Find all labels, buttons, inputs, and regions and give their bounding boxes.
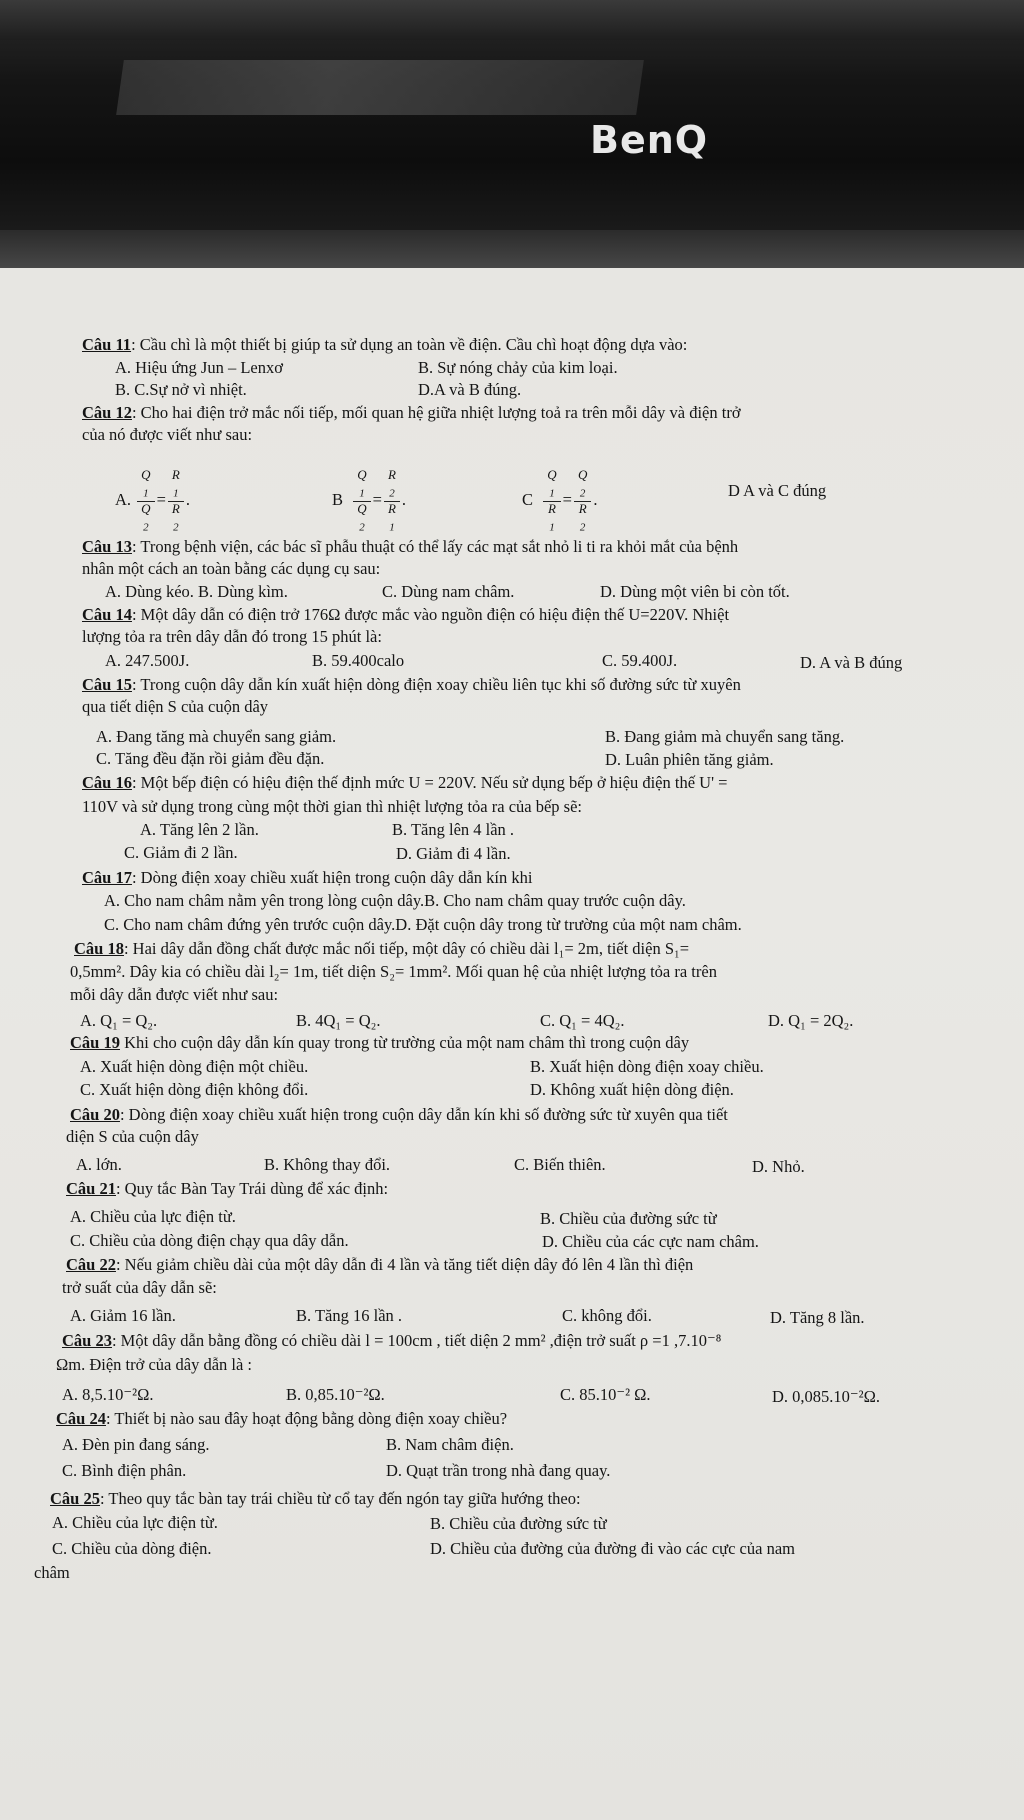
q25-option-d: D. Chiều của đường của đường đi vào các cực của nam <box>430 1539 795 1558</box>
q20-option-b: B. Không thay đổi. <box>264 1155 391 1174</box>
q14-option-c: C. 59.400J. <box>602 651 678 670</box>
q21-option-a: A. Chiều của lực điện từ. <box>70 1207 236 1226</box>
q19-option-a: A. Xuất hiện dòng điện một chiều. <box>80 1057 309 1076</box>
fraction: Q $_2$ R $_2$ <box>574 468 591 534</box>
q19-option-c: C. Xuất hiện dòng điện không đổi. <box>80 1080 309 1099</box>
q12-line-2: của nó được viết như sau: <box>82 425 253 444</box>
q20-option-a: A. lớn. <box>76 1155 122 1174</box>
q13-option-d: D. Dùng một viên bi còn tốt. <box>600 582 790 601</box>
q15-line-2: qua tiết diện S của cuộn dây <box>82 697 269 716</box>
question-14: Câu 14: Một dây dẫn có điện trở 176Ω được mắc vào nguồn điện có hiệu điện thế U=220V. Nhiệt <box>82 605 730 624</box>
q15-option-b: B. Đang giảm mà chuyển sang tăng. <box>605 727 845 746</box>
q16-line-2: 110V và sử dụng trong cùng một thời gian thì nhiệt lượng tỏa ra của bếp sẽ: <box>82 797 583 816</box>
q21-option-b: B. Chiều của đường sức từ <box>540 1209 717 1228</box>
q17-option-cd: C. Cho nam châm đứng yên trước cuộn dây.D. Đặt cuộn dây trong từ trường của một nam châm. <box>104 915 742 934</box>
exam-content <box>0 268 1024 1820</box>
question-23: Câu 23: Một dây dẫn bằng đồng có chiều dài l = 100cm , tiết diện 2 mm² ,điện trở suất ρ =1 ,7.10⁻⁸ <box>62 1331 722 1350</box>
q14-option-b: B. 59.400calo <box>312 651 405 670</box>
q22-option-b: B. Tăng 16 lần . <box>296 1306 403 1325</box>
q22-option-c: C. không đổi. <box>562 1306 652 1325</box>
q23-line-2: Ωm. Điện trở của dây dẫn là : <box>56 1355 253 1374</box>
q18-option-d: D. Q₁ = 2Q₂. <box>768 1011 854 1030</box>
q12-option-c: C Q $_1$ R $_1$ = Q $_2$ R $_2$ . <box>522 467 598 534</box>
q12-option-a: A. Q $_1$ Q $_2$ = R $_1$ R $_2$ . <box>115 467 190 534</box>
q18-option-b: B. 4Q₁ = Q₂. <box>296 1011 381 1030</box>
q20-option-c: C. Biến thiên. <box>514 1155 606 1174</box>
q16-option-b: B. Tăng lên 4 lần . <box>392 820 515 839</box>
q21-option-c: C. Chiều của dòng điện chạy qua dây dẫn. <box>70 1231 349 1250</box>
q11-option-a: A. Hiệu ứng Jun – Lenxơ <box>115 358 283 377</box>
q25-option-d-continued: châm <box>34 1563 70 1582</box>
q19-option-b: B. Xuất hiện dòng điện xoay chiều. <box>530 1057 764 1076</box>
q19-option-d: D. Không xuất hiện dòng điện. <box>530 1080 734 1099</box>
q12-option-d: D A và C đúng <box>728 481 827 500</box>
question-18: Câu 18: Hai dây dẫn đồng chất được mắc nối tiếp, một dây có chiều dài l₁= 2m, tiết diện S₁= <box>74 939 690 958</box>
q15-option-d: D. Luân phiên tăng giảm. <box>605 750 774 769</box>
question-22: Câu 22: Nếu giảm chiều dài của một dây dẫn đi 4 lần và tăng tiết diện dây đó lên 4 lần thì điện <box>66 1255 694 1274</box>
q14-option-a: A. 247.500J. <box>105 651 190 670</box>
question-15: Câu 15: Trong cuộn dây dẫn kín xuất hiện dòng điện xoay chiều liên tục khi số đường sức từ xuyên <box>82 675 741 694</box>
monitor-bezel <box>0 0 1024 40</box>
q13-line-2: nhân một cách an toàn bằng các dụng cụ sau: <box>82 559 381 578</box>
question-17: Câu 17: Dòng điện xoay chiều xuất hiện trong cuộn dây dẫn kín khi <box>82 868 533 887</box>
q23-option-d: D. 0,085.10⁻²Ω. <box>772 1387 880 1406</box>
q24-option-a: A. Đèn pin đang sáng. <box>62 1435 210 1454</box>
q25-option-b: B. Chiều của đường sức từ <box>430 1514 607 1533</box>
q21-option-d: D. Chiều của các cực nam châm. <box>542 1232 759 1251</box>
q13-option-c: C. Dùng nam châm. <box>382 582 515 601</box>
q25-option-c: C. Chiều của dòng điện. <box>52 1539 212 1558</box>
q16-option-c: C. Giảm đi 2 lần. <box>124 843 238 862</box>
q22-option-a: A. Giảm 16 lần. <box>70 1306 176 1325</box>
q22-option-d: D. Tăng 8 lần. <box>770 1308 865 1327</box>
question-20: Câu 20: Dòng điện xoay chiều xuất hiện trong cuộn dây dẫn kín khi số đường sức từ xuyên qua tiết <box>70 1105 728 1124</box>
q13-option-ab: A. Dùng kéo. B. Dùng kìm. <box>105 582 288 601</box>
question-13: Câu 13: Trong bệnh viện, các bác sĩ phẫu thuật có thể lấy các mạt sắt nhỏ li ti ra khỏi mắt của bệnh <box>82 537 739 556</box>
q15-option-c: C. Tăng đều đặn rồi giảm đều đặn. <box>96 749 325 768</box>
q11-option-b: B. Sự nóng chảy của kim loại. <box>418 358 618 377</box>
q12-option-b: B Q $_1$ Q $_2$ = R $_2$ R $_1$ . <box>332 467 407 534</box>
fraction: Q $_1$ Q $_2$ <box>137 468 154 534</box>
q11-option-d: D.A và B đúng. <box>418 380 522 399</box>
q23-option-a: A. 8,5.10⁻²Ω. <box>62 1385 154 1404</box>
q24-option-c: C. Bình điện phân. <box>62 1461 187 1480</box>
question-12: Câu 12: Cho hai điện trở mắc nối tiếp, mối quan hệ giữa nhiệt lượng toả ra trên mỗi dây và điện trở <box>82 403 741 422</box>
question-11: Câu 11: Cầu chì là một thiết bị giúp ta sử dụng an toàn về điện. Cầu chì hoạt động dựa vào: <box>82 335 688 354</box>
q16-option-a: A. Tăng lên 2 lần. <box>140 820 259 839</box>
q22-line-2: trở suất của dây dẫn sẽ: <box>62 1278 217 1297</box>
q15-option-a: A. Đang tăng mà chuyển sang giảm. <box>96 727 337 746</box>
question-19: Câu 19 Khi cho cuộn dây dẫn kín quay trong từ trường của một nam châm thì trong cuộn dây <box>70 1033 690 1052</box>
q18-option-a: A. Q₁ = Q₂. <box>80 1011 158 1030</box>
q14-line-2: lượng tỏa ra trên dây dẫn đó trong 15 phút là: <box>82 627 382 646</box>
fraction: R $_2$ R $_1$ <box>384 468 400 534</box>
q24-option-d: D. Quạt trần trong nhà đang quay. <box>386 1461 611 1480</box>
exam-paper <box>0 268 1024 1820</box>
q25-option-a: A. Chiều của lực điện từ. <box>52 1513 218 1532</box>
q16-option-d: D. Giảm đi 4 lần. <box>396 844 511 863</box>
fraction: R $_1$ R $_2$ <box>168 468 184 534</box>
q20-line-2: diện S của cuộn dây <box>66 1127 199 1146</box>
q11-option-c: B. C.Sự nở vì nhiệt. <box>115 380 247 399</box>
fraction: Q $_1$ R $_1$ <box>543 468 560 534</box>
q18-option-c: C. Q₁ = 4Q₂. <box>540 1011 625 1030</box>
question-21: Câu 21: Quy tắc Bàn Tay Trái dùng để xác định: <box>66 1179 389 1198</box>
q14-option-d: D. A và B đúng <box>800 653 903 672</box>
q17-option-ab: A. Cho nam châm nằm yên trong lòng cuộn dây.B. Cho nam châm quay trước cuộn dây. <box>104 891 686 910</box>
q23-option-c: C. 85.10⁻² Ω. <box>560 1385 651 1404</box>
q23-option-b: B. 0,85.10⁻²Ω. <box>286 1385 385 1404</box>
fraction: Q $_1$ Q $_2$ <box>353 468 370 534</box>
question-24: Câu 24: Thiết bị nào sau đây hoạt động bằng dòng điện xoay chiều? <box>56 1409 508 1428</box>
monitor-reflection <box>116 60 644 115</box>
q20-option-d: D. Nhỏ. <box>752 1157 805 1176</box>
brand-logo: BenQ <box>590 118 709 162</box>
q24-option-b: B. Nam châm điện. <box>386 1435 514 1454</box>
q18-line-3: mỗi dây dẫn được viết như sau: <box>70 985 279 1004</box>
monitor-background <box>0 0 1024 270</box>
question-25: Câu 25: Theo quy tắc bàn tay trái chiều từ cổ tay đến ngón tay giữa hướng theo: <box>50 1489 581 1508</box>
question-16: Câu 16: Một bếp điện có hiệu điện thế định mức U = 220V. Nếu sử dụng bếp ở hiệu điện thế U' = <box>82 773 728 792</box>
q18-line-2: 0,5mm². Dây kia có chiều dài l₂= 1m, tiết diện S₂= 1mm². Mối quan hệ của nhiệt lượng tỏa ra trên <box>70 962 717 981</box>
